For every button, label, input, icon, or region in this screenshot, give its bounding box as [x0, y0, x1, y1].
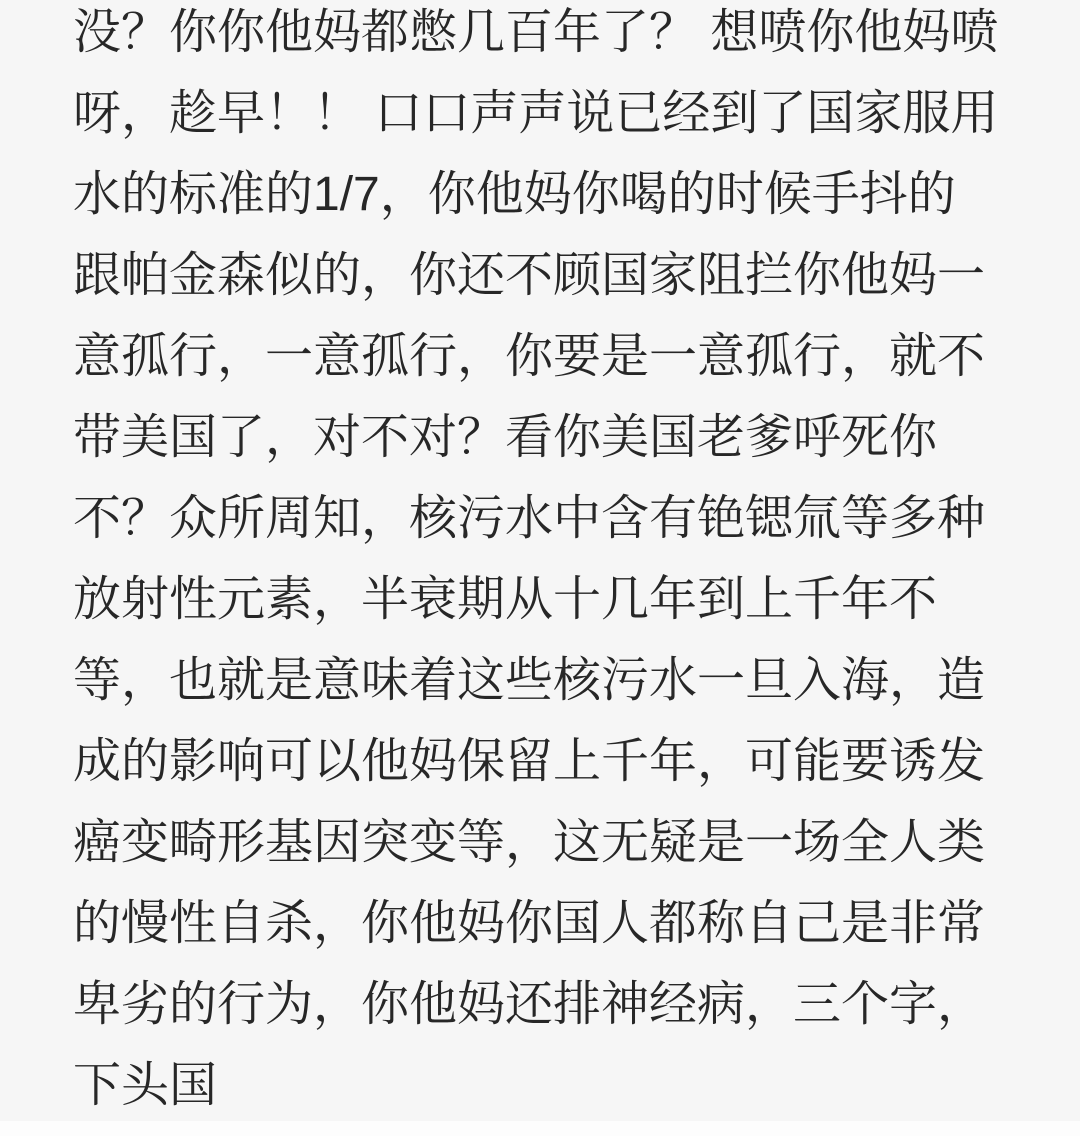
text-line: 带美国了，对不对？看你美国老爹呼死你	[73, 411, 938, 464]
text-line: 下头国	[73, 1059, 218, 1112]
text-line: 意孤行，一意孤行，你要是一意孤行，就不	[73, 330, 986, 383]
text-line: 没？你你他妈都憋几百年了？ 想喷你他妈喷	[73, 6, 999, 59]
text-line: 放射性元素，半衰期从十几年到上千年不	[73, 573, 938, 626]
text-line: 成的影响可以他妈保留上千年，可能要诱发	[73, 735, 986, 788]
text-line: 不？众所周知，核污水中含有铯锶氚等多种	[73, 492, 986, 545]
text-line: 的慢性自杀，你他妈你国人都称自己是非常	[73, 897, 986, 950]
text-line: 卑劣的行为，你他妈还排神经病，三个字，	[73, 978, 986, 1031]
text-line: 呀，趁早！！ 口口声声说已经到了国家服用	[73, 87, 999, 140]
text-line: 跟帕金森似的，你还不顾国家阻拦你他妈一	[73, 249, 986, 302]
text-line: 水的标准的1/7，你他妈你喝的时候手抖的	[73, 168, 956, 221]
text-line: 癌变畸形基因突变等，这无疑是一场全人类	[73, 816, 986, 869]
text-line: 等，也就是意味着这些核污水一旦入海，造	[73, 654, 986, 707]
bottom-strip	[0, 1121, 1080, 1136]
